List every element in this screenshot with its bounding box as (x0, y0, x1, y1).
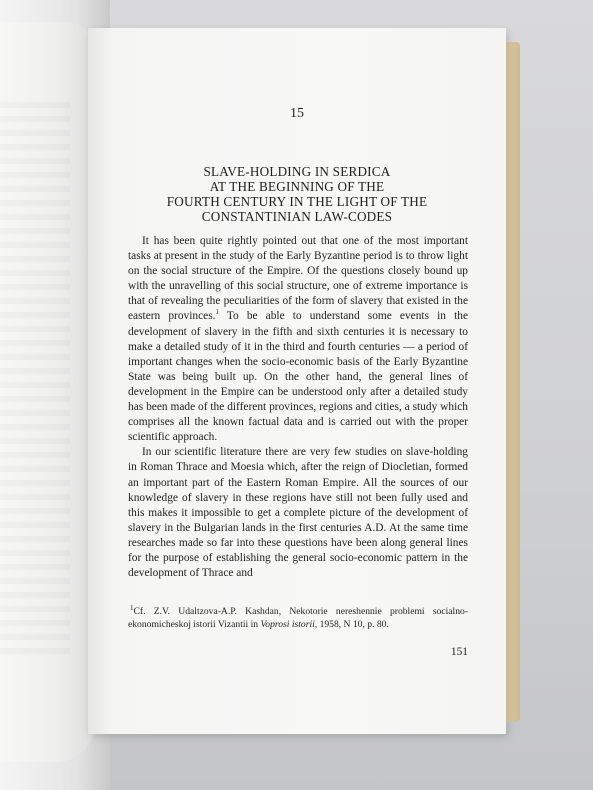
title-line: FOURTH CENTURY IN THE LIGHT OF THE (166, 194, 428, 209)
page-number: 151 (450, 646, 468, 658)
footnote-text: 1958, N 10, p. 80. (317, 619, 389, 630)
footnote-text: Cf. Z.V. Udaltzova-A.P. Kashdan, Nekotorie nereshennie problemi socialno-ekonomicheskoj istorii Vizantii in (128, 606, 468, 630)
body-text (128, 234, 468, 581)
footnote-mark: 1 (130, 603, 134, 612)
footnote (128, 605, 468, 631)
paragraph-text: To be able to understand some events in the development of slavery in the fifth and sixth centuries it is necessary to make a detailed study of it in the third and fourth centuries — a period of important changes when the socio-economic basis of the Early Byzantine State was being built up. On the other hand, the general lines of development in the Empire can be understood only after a detailed study has been made of the different provinces, regions and cities, a study which comprises all the known factual data and is carried out with the proper scientific approach. (128, 310, 468, 444)
paragraph-text: It has been quite rightly pointed out that one of the most important tasks at present in the study of the Early Byzantine period is to throw light on the social structure of the Empire. Of the questions closely bound up with the unravelling of this social structure, one of extreme importance is that of revealing the peculiarities of the form of slavery that existed in the eastern provinces. (128, 235, 468, 323)
footnote-journal-title: Voprosi istorii, (260, 619, 318, 630)
title-line: SLAVE-HOLDING IN SERDICA (203, 164, 391, 179)
chapter-number: 15 (290, 106, 304, 121)
chapter-title (98, 164, 496, 224)
paragraph (128, 234, 468, 445)
right-page (88, 28, 506, 734)
paragraph: In our scientific literature there are very few studies on slave-holding in Roman Thrace and Moesia which, after the reign of Diocletian, formed an important part of the Eastern Roman Empire. All the sources of our knowledge of slavery in these regions have still not been fully used and this makes it impossible to get a complete picture of the development of slavery in the Bulgarian lands in the first centuries A.D. At the same time researches made so far into these questions have been along general lines for the purpose of establishing the general socio-economic pattern in the development of Thrace and (128, 446, 468, 580)
left-page (0, 22, 96, 762)
title-line: AT THE BEGINNING OF THE (209, 179, 385, 194)
left-page-text-blur (0, 102, 70, 662)
title-line: CONSTANTINIAN LAW-CODES (201, 209, 393, 224)
footnote-reference: 1 (215, 308, 219, 317)
